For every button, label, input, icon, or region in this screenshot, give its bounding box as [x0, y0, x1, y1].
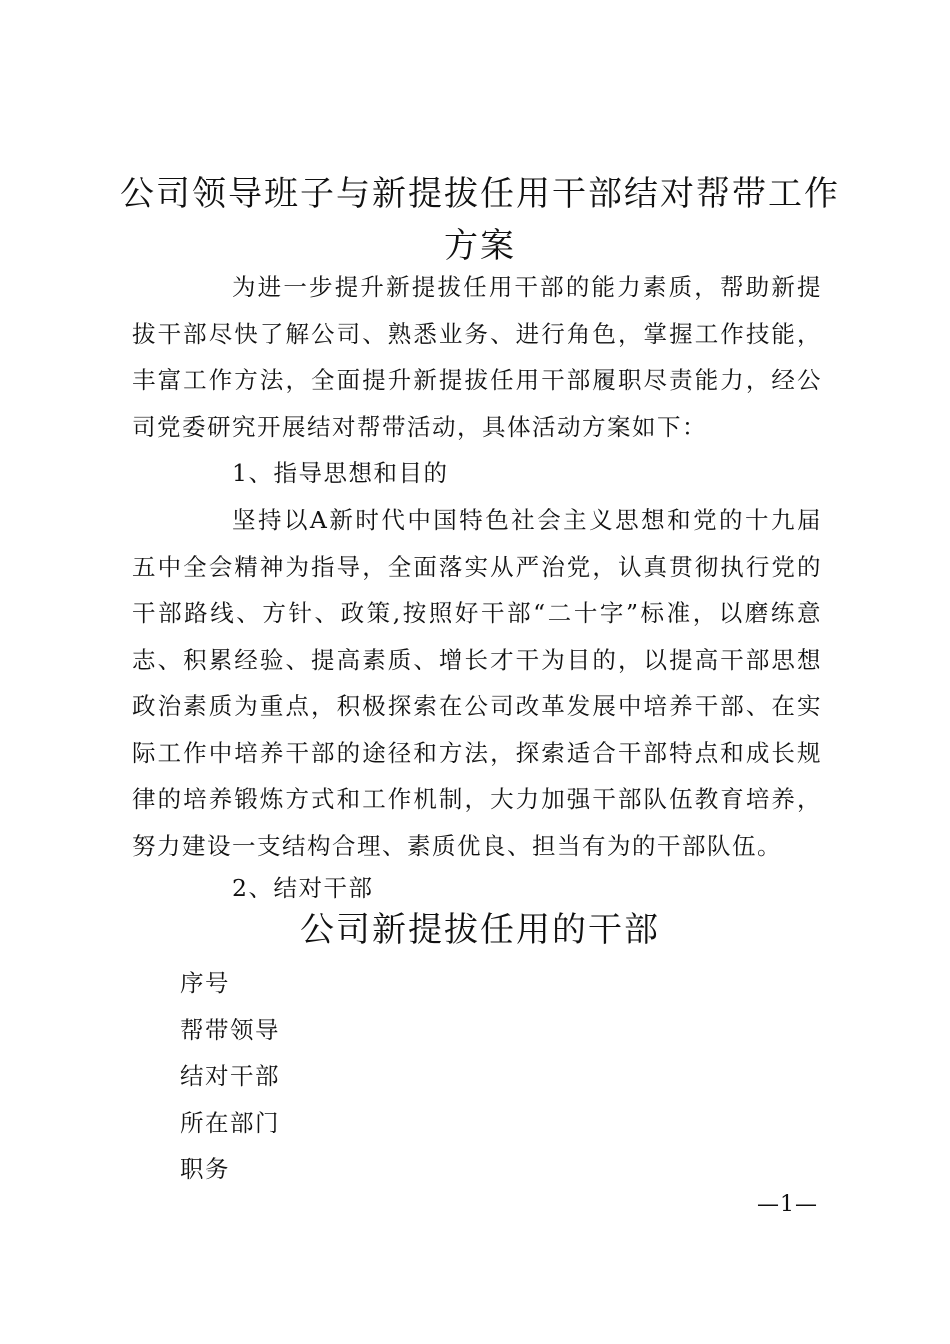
column-label-index: 序号: [180, 969, 230, 997]
table-title: 公司新提拔任用的干部: [300, 910, 660, 950]
intro-paragraph: 为进一步提升新提拔任用干部的能力素质，帮助新提拔干部尽快了解公司、熟悉业务、进行角色，掌握工作技能，丰富工作方法，全面提升新提拔任用干部履职尽责能力，经公司党委研究开展结对帮带活动，具体活动方案如下：: [132, 273, 822, 441]
column-label-position: 职务: [180, 1155, 230, 1183]
table-column-list: [180, 960, 280, 1193]
column-label-department: 所在部门: [180, 1108, 280, 1137]
section-1-paragraph: 坚持以A新时代中国特色社会主义思想和党的十九届五中全会精神为指导，全面落实从严治党，认真贯彻执行党的干部路线、方针、政策,按照好干部“二十字”标准，以磨练意志、积累经验、提高素质、增长才干为目的，以提高干部思想政治素质为重点，积极探索在公司改革发展中培养干部、在实际工作中培养干部的途径和方法，探索适合干部特点和成长规律的培养锻炼方式和工作机制，大力加强干部队伍教育培养，努力建设一支结构合理、素质优良、担当有为的干部队伍。: [132, 506, 822, 860]
column-label-paired-cadre: 结对干部: [180, 1062, 280, 1090]
document-title: 公司领导班子与新提拔任用干部结对帮带工作方案: [120, 174, 840, 266]
section-2-heading: 2、结对干部: [232, 874, 374, 902]
page-number: —1—: [757, 1192, 818, 1217]
section-1-heading: 1、指导思想和目的: [232, 459, 449, 487]
column-label-mentor: 帮带领导: [180, 1015, 280, 1044]
